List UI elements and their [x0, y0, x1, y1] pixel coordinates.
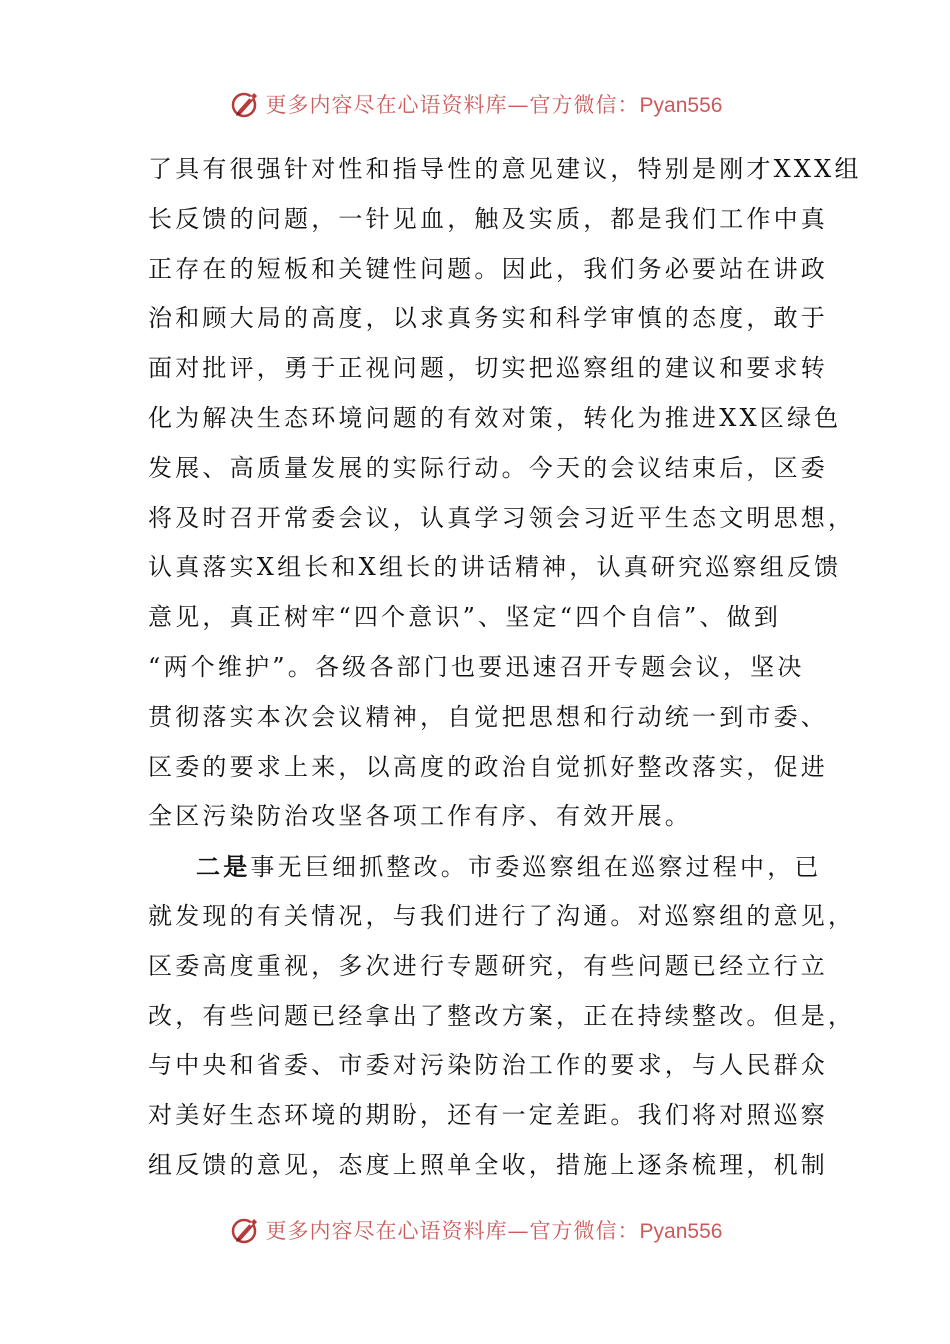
text-line: 认真落实X组长和X组长的讲话精神，认真研究巡察组反馈 [148, 553, 842, 582]
text-line: 就发现的有关情况，与我们进行了沟通。对巡察组的意见， [148, 901, 856, 930]
pen-circle-logo-icon [228, 87, 262, 121]
document-body [148, 145, 862, 1191]
text-line: 治和顾大局的高度，以求真务实和科学审慎的态度，敢于 [148, 304, 828, 333]
text-line: 发展、高质量发展的实际行动。今天的会议结束后，区委 [148, 453, 828, 482]
text-line: 与中央和省委、市委对污染防治工作的要求，与人民群众 [148, 1051, 828, 1080]
header-banner [0, 82, 950, 126]
paragraph-first-line [148, 842, 822, 892]
paragraph-1 [148, 145, 862, 842]
text-line: 化为解决生态环境问题的有效对策，转化为推进XX区绿色 [148, 403, 842, 432]
text-line: 面对批评，勇于正视问题，切实把巡察组的建议和要求转 [148, 354, 828, 383]
text-line: 组反馈的意见，态度上照单全收，措施上逐条梳理，机制 [148, 1150, 828, 1179]
text-line: 将及时召开常委会议，认真学习领会习近平生态文明思想， [148, 503, 856, 532]
text-line: 区委高度重视，多次进行专题研究，有些问题已经立行立 [148, 951, 828, 980]
text-line: 长反馈的问题，一针见血，触及实质，都是我们工作中真 [148, 204, 828, 233]
text-line: 贯彻落实本次会议精神，自觉把思想和行动统一到市委、 [148, 702, 828, 731]
text-line: 全区污染防治攻坚各项工作有序、有效开展。 [148, 802, 692, 831]
banner-text: 更多内容尽在心语资料库—官方微信：Pyan556 [265, 1219, 723, 1243]
paragraph-2 [148, 842, 856, 1191]
wechat-id: Pyan556 [639, 1220, 723, 1243]
text-line: “两个维护”。各级各部门也要迅速召开专题会议，坚决 [148, 652, 805, 681]
text-line: 了具有很强针对性和指导性的意见建议，特别是刚才XXX组 [148, 155, 862, 183]
text-line: 改，有些问题已经拿出了整改方案，正在持续整改。但是， [148, 1001, 856, 1030]
text-line: 意见，真正树牢“四个意识”、坚定“四个自信”、做到 [148, 603, 782, 632]
pen-circle-logo-icon [228, 1213, 262, 1247]
paragraph-lead-bold: 二是 [196, 852, 251, 882]
banner-text: 更多内容尽在心语资料库—官方微信：Pyan556 [265, 93, 723, 117]
wechat-id: Pyan556 [639, 94, 723, 117]
text-line: 对美好生态环境的期盼，还有一定差距。我们将对照巡察 [148, 1101, 828, 1130]
footer-banner [0, 1208, 950, 1252]
text-line: 区委的要求上来，以高度的政治自觉抓好整改落实，促进 [148, 752, 828, 781]
text-span: 事无巨细抓整改。市委巡察组在巡察过程中，已 [250, 853, 822, 882]
text-line: 正存在的短板和关键性问题。因此，我们务必要站在讲政 [148, 254, 828, 283]
